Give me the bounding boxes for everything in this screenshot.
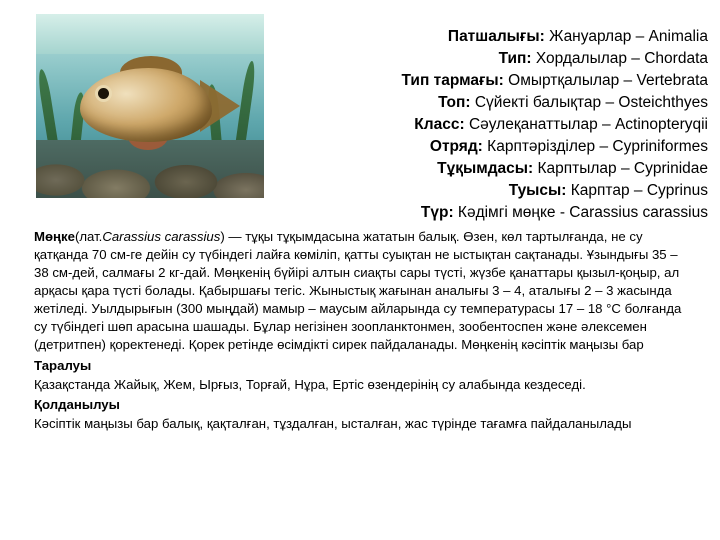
taxonomy-label: Тұқымдасы: [437,160,534,177]
taxonomy-row [272,70,708,92]
intro-paragraph [34,228,694,355]
fish-photo [36,14,264,198]
taxonomy-label: Тип тармағы: [401,72,504,89]
taxonomy-row [272,92,708,114]
taxonomy-row [272,158,708,180]
taxonomy-value: Жануарлар – Animalia [549,28,708,45]
taxonomy-value: Сәулеқанаттылар – Actinopteryqii [468,116,708,133]
taxonomy-list [272,26,708,224]
fish-eye [98,88,109,99]
taxonomy-label: Туысы: [508,182,567,199]
section-heading-distribution: Таралуы [34,357,92,373]
taxonomy-row [272,48,708,70]
taxonomy-value: Карптәрізділер – Cypriniformes [487,138,708,155]
taxonomy-label: Түр: [420,204,454,221]
taxonomy-row [272,136,708,158]
taxonomy-label: Патшалығы: [447,28,545,45]
taxonomy-label: Топ: [438,94,471,111]
taxonomy-value: Сүйекті балықтар – Osteichthyes [474,94,708,111]
taxonomy-value: Омыртқалылар – Vertebrata [508,72,708,89]
section-text-distribution: Қазақстанда Жайық, Жем, Ырғыз, Торғай, Нұра, Ертіс өзендерінің су алабында кездеседі. [34,376,586,392]
taxonomy-row [272,180,708,202]
latin-name: Carassius carassius [102,229,221,244]
species-name: Мөңке [34,229,75,244]
section-heading-usage: Қолданылуы [34,396,120,412]
section-text-usage: Кәсіптік маңызы бар балық, қақталған, тұздалған, ысталған, жас түрінде тағамға пайдаланылады [34,415,632,431]
taxonomy-label: Тип: [498,50,532,67]
intro-text: — тұқы тұқымдасына жататын балық. Өзен, көл тартылғанда, не су қатқанда 70 см-ге дейін су түбіндегі лайға көмiліп, қатты суықтан не ыстықтан сақтанады. Ұзындығы 35 – 38 см-дей, салмағы 2 кг-дай. Мөңкенің бүйірі алтын сиақты сары түсті, жүзбе қанаттары қызыл-қоңыр, ал арқасы қара түсті болады. Қабыршағы тегіс. Жыныстық жағынан аналығы 3 – 4, аталығы 2 – 3 жасында жетіледі. Уылдырығын (300 мыңдай) мамыр – маусым айларында су температурасы 17 – 18 °С болғанда су түбіндегі шөп арасына шашады. Бұлар негізінен зоопланктонмен, зообентоспен және әлексемен (детритпен) қоректенеді. Қорек ретінде өсімдікті сирек пайдаланады. Мөңкенің кәсіптік маңызы бар [34,229,682,353]
taxonomy-row [272,26,708,48]
paren-open: (лат. [74,229,103,244]
taxonomy-value: Карптар – Cyprinus [570,182,708,199]
fish-body [80,68,212,142]
taxonomy-value: Карптылар – Cyprinidae [537,160,708,177]
taxonomy-row [272,202,708,224]
taxonomy-label: Класс: [414,116,465,133]
taxonomy-label: Отряд: [429,138,483,155]
water-surface [36,14,264,54]
paren-close: ) [220,229,225,244]
taxonomy-value: Кәдімгі мөңке - Carassius carassius [457,204,708,221]
taxonomy-value: Хордалылар – Chordata [535,50,708,67]
taxonomy-row [272,114,708,136]
description-body [34,228,694,434]
